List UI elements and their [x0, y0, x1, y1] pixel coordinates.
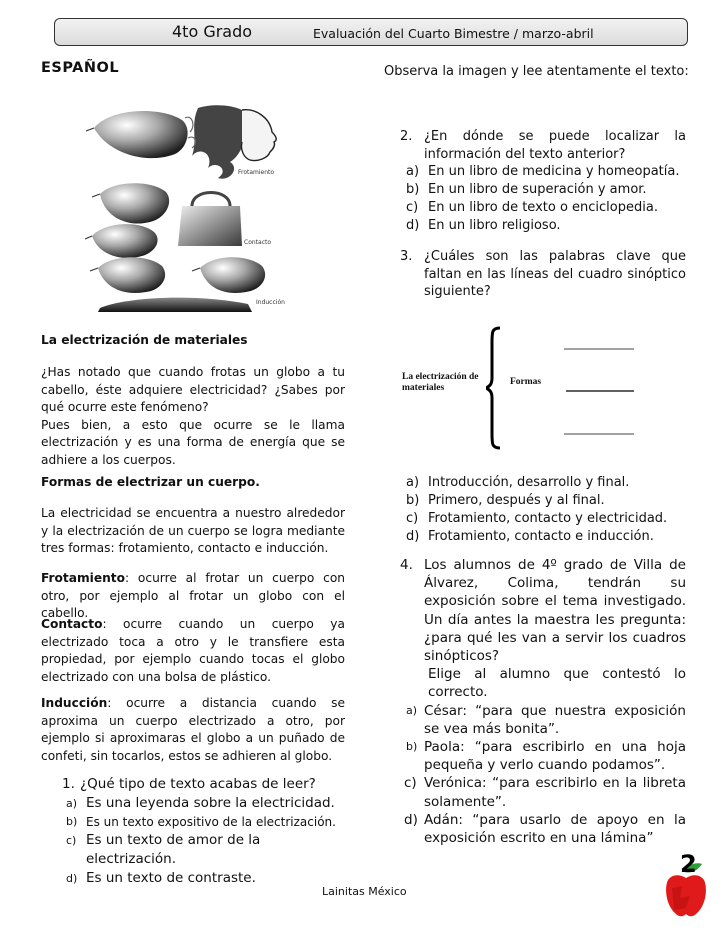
forms-title: Formas de electrizar un cuerpo.: [41, 475, 260, 489]
q4-text: Los alumnos de 4º grado de Villa de Álvarez, Colima, tendrán su exposición sobre el tema investigado. Un día antes la maestra les pregunta: ¿para qué les van a servir los cuadros sinópticos?: [424, 557, 686, 665]
reading-intro-1: ¿Has notado que cuando frotas un globo a tu cabello, éste adquiere electricidad? ¿Sabes por qué ocurre este fenómeno?: [41, 365, 345, 414]
question-1: [62, 775, 352, 888]
q4-option-b[interactable]: [400, 738, 686, 774]
q2-option-d-letter: d): [406, 218, 420, 233]
q3-option-b-text: Primero, después y al final.: [428, 493, 605, 508]
friction-term: Frotamiento: [41, 571, 125, 585]
question-3: [400, 248, 686, 301]
q2-option-a-letter: a): [406, 164, 420, 179]
q3-option-d-letter: d): [406, 529, 420, 544]
q4-option-a-letter: a): [406, 703, 418, 717]
q3-option-c-text: Frotamiento, contacto y electricidad.: [428, 511, 668, 526]
q3-option-c[interactable]: [406, 510, 686, 528]
forms-text: La electricidad se encuentra a nuestro alrededor y la electrización de un cuerpo se logra mediante tres formas: frotamiento, contacto e inducción.: [41, 506, 345, 555]
balloon-friction-icon: [86, 111, 188, 158]
hair-face-icon: [185, 105, 276, 178]
q2-option-b-text: En un libro de superación y amor.: [428, 182, 647, 197]
diagram-branch-label: Formas: [510, 377, 542, 387]
q3-option-b[interactable]: [406, 492, 686, 510]
q4-option-c-text: Verónica: “para escribirlo en la libreta solamente”.: [424, 775, 686, 810]
q1-option-a[interactable]: [62, 794, 352, 813]
confetti-icon: [98, 298, 252, 312]
subject-title: ESPAÑOL: [41, 60, 120, 76]
balloon-contact-icon: [92, 183, 169, 223]
question-4: [400, 556, 686, 847]
q4-option-c[interactable]: [400, 774, 686, 810]
plastic-bag-icon: [178, 193, 242, 247]
induction-text: : ocurre a distancia cuando se aproxima un cuerpo electrizado a otro, por ejemplo si aproximaras el globo a un puñado de confeti, sin tocarlos, estos se adhieren al globo.: [41, 696, 345, 763]
label-friction: Frotamiento: [238, 169, 275, 176]
q4-number: 4.: [400, 557, 413, 573]
q4-option-b-letter: b): [406, 740, 418, 754]
contact-paragraph: [41, 616, 345, 686]
q3-option-a-letter: a): [406, 475, 420, 490]
synoptic-diagram: [486, 322, 646, 454]
q2-option-a-text: En un libro de medicina y homeopatía.: [428, 164, 680, 179]
balloon-contact-2-icon: [85, 224, 158, 258]
contact-text: : ocurre cuando un cuerpo ya electrizado toca a otro y le transfiere esta propiedad, por ejemplo cuando tocas el globo electrizado con una bolsa de plástico.: [41, 617, 345, 684]
induction-paragraph: [41, 695, 345, 765]
balloon-induction-icon: [90, 257, 165, 293]
contact-term: Contacto: [41, 617, 103, 631]
label-induction: Inducción: [256, 299, 285, 306]
reading-title: La electrización de materiales: [41, 333, 248, 347]
q2-option-d[interactable]: [400, 217, 686, 235]
q2-option-d-text: En un libro religioso.: [428, 218, 561, 233]
q1-option-d-text: Es un texto de contraste.: [86, 870, 256, 886]
q4-option-d-letter: d): [404, 811, 418, 828]
q1-option-c[interactable]: [62, 831, 352, 869]
electrization-illustration: [80, 98, 310, 314]
reading-intro: [41, 364, 345, 469]
q3-option-d-text: Frotamiento, contacto e inducción.: [428, 529, 654, 544]
q4-option-b-text: Paola: “para escribirlo en una hoja pequeña y verlo cuando podamos”.: [424, 739, 686, 774]
q1-option-b-text: Es un texto expositivo de la electrización.: [86, 815, 336, 829]
reading-intro-2: Pues bien, a esto que ocurre se le llama electrización y es una forma de energía que se adhiere a los cuerpos.: [41, 417, 345, 467]
friction-text: : ocurre al frotar un cuerpo con otro, por ejemplo al frotar un globo con el cabello.: [41, 571, 345, 620]
evaluation-label: Evaluación del Cuarto Bimestre / marzo-abril: [313, 26, 594, 41]
q1-number: 1.: [62, 776, 75, 792]
q2-option-c[interactable]: [400, 199, 686, 217]
q4-option-d-text: Adán: “para usarlo de apoyo en la exposición escrito en una lámina”: [424, 811, 686, 847]
q3-option-c-letter: c): [406, 511, 419, 526]
grade-label: 4to Grado: [172, 22, 253, 41]
diagram-bracket: [486, 328, 500, 448]
q1-option-b[interactable]: [62, 813, 352, 831]
q2-option-c-letter: c): [406, 200, 419, 215]
q2-option-b-letter: b): [406, 182, 420, 197]
q1-option-a-letter: a): [66, 797, 78, 810]
q1-option-c-letter: c): [66, 834, 77, 847]
q1-option-d[interactable]: [62, 869, 352, 888]
q2-option-a[interactable]: [400, 163, 686, 181]
q2-option-c-text: En un libro de texto o enciclopedia.: [428, 200, 658, 215]
q1-option-b-letter: b): [66, 815, 78, 828]
instruction-text: Observa la imagen y lee atentamente el texto:: [384, 64, 689, 79]
q1-option-c-text: Es un texto de amor de la electrización.: [86, 832, 261, 867]
q3-options: [406, 474, 686, 546]
question-2: [400, 128, 686, 235]
q1-text: ¿Qué tipo de texto acabas de leer?: [80, 776, 316, 792]
q3-text: ¿Cuáles son las palabras clave que faltan en las líneas del cuadro sinóptico siguiente?: [424, 249, 686, 299]
q3-option-b-letter: b): [406, 493, 420, 508]
apple-logo-icon: [662, 850, 710, 920]
q4-option-a-text: César: “para que nuestra exposición se vea más bonita”.: [424, 702, 686, 737]
q1-option-d-letter: d): [66, 872, 78, 885]
q2-number: 2.: [400, 129, 413, 144]
label-contact: Contacto: [244, 239, 272, 246]
q1-option-a-text: Es una leyenda sobre la electricidad.: [86, 795, 335, 811]
q4-instruction: Elige al alumno que contestó lo correcto.: [428, 666, 686, 701]
q3-number: 3.: [400, 249, 413, 264]
q2-option-b[interactable]: [400, 181, 686, 199]
logo-number: 2: [680, 850, 697, 878]
friction-paragraph: [41, 570, 345, 623]
q4-option-c-letter: c): [404, 775, 417, 792]
balloon-induction-2-icon: [192, 257, 265, 293]
q3-option-a-text: Introducción, desarrollo y final.: [428, 475, 630, 490]
induction-term: Inducción: [41, 696, 108, 710]
q4-option-a[interactable]: [400, 702, 686, 738]
q3-option-d[interactable]: [406, 528, 686, 546]
q3-option-a[interactable]: [406, 474, 686, 492]
diagram-root-label: La electrización de materiales: [402, 372, 479, 393]
footer-credit: Lainitas México: [322, 885, 407, 898]
q2-text: ¿En dónde se puede localizar la información del texto anterior?: [424, 129, 686, 162]
q4-option-d[interactable]: [400, 811, 686, 847]
